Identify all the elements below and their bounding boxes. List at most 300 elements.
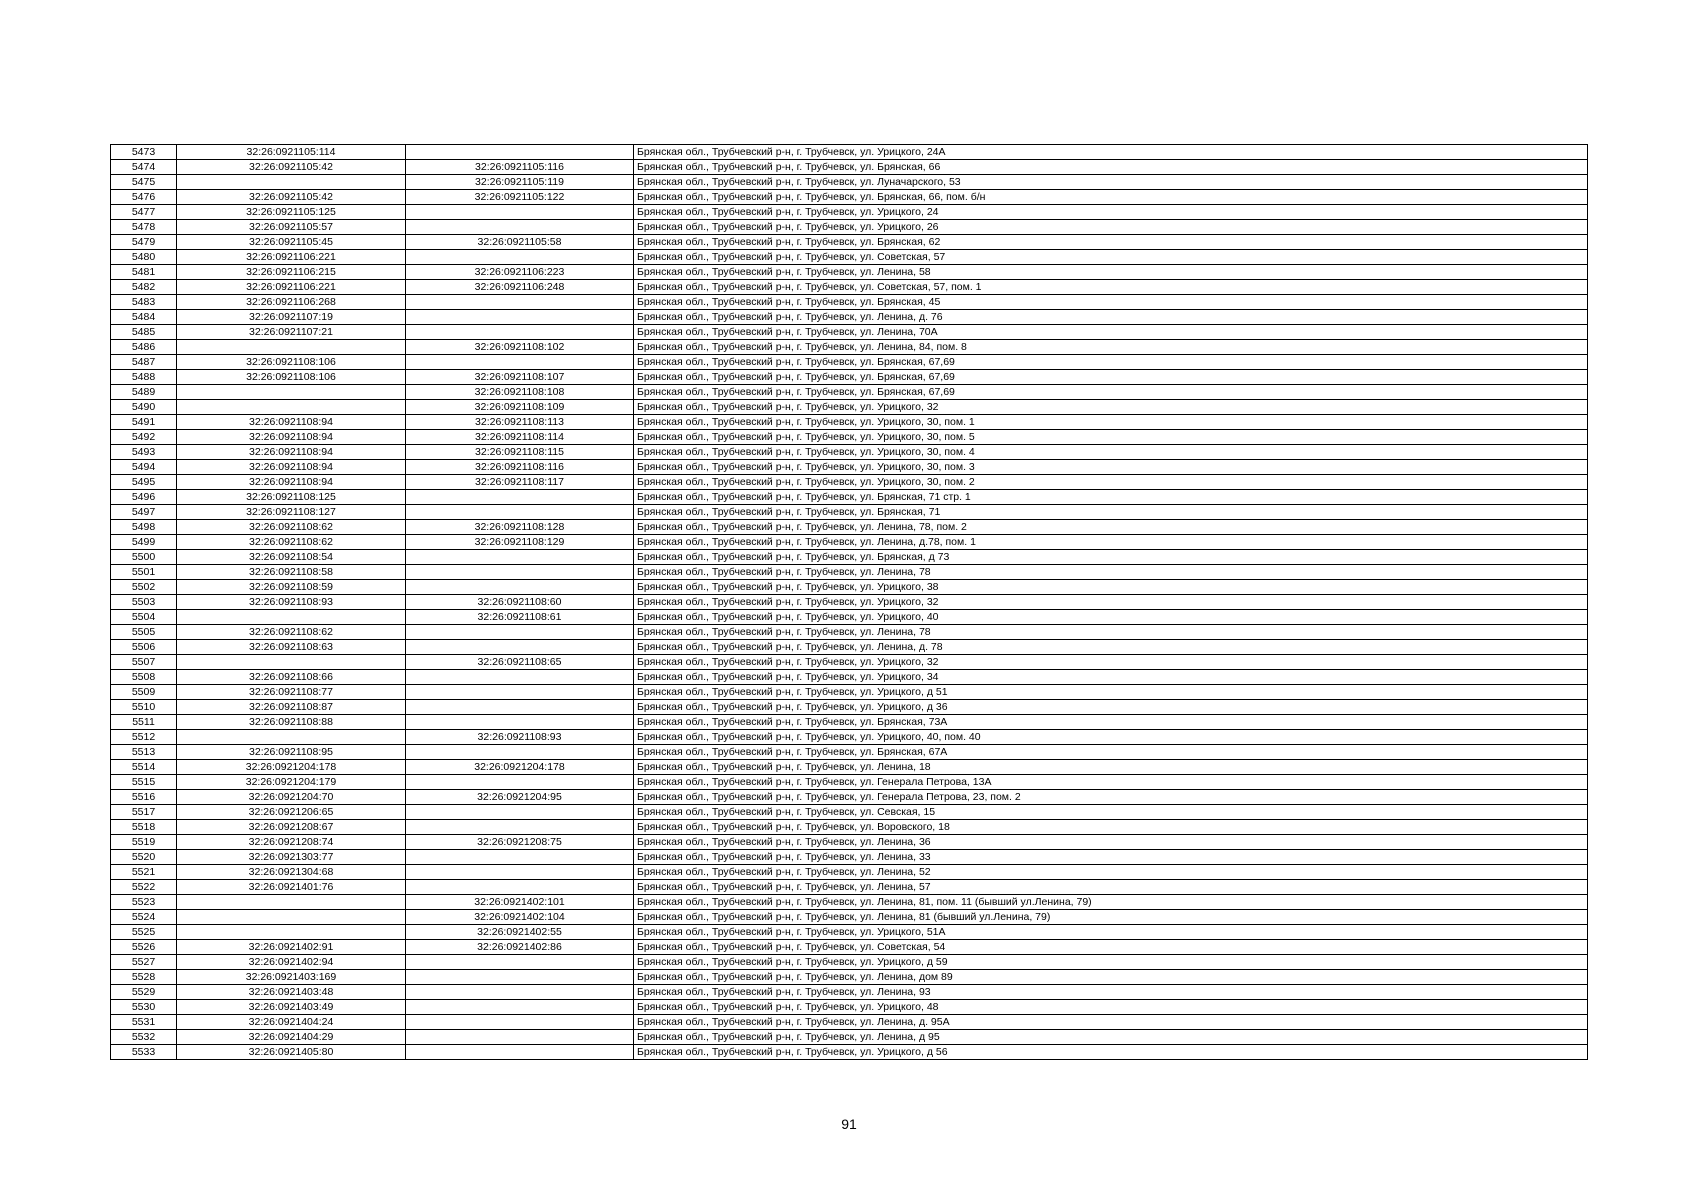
row-number-cell: 5510 — [111, 700, 177, 715]
object-cadastral-number-cell: 32:26:0921402:104 — [406, 910, 634, 925]
row-number-cell: 5491 — [111, 415, 177, 430]
object-cadastral-number-cell — [406, 820, 634, 835]
parent-cadastral-number-cell — [177, 400, 406, 415]
object-cadastral-number-cell: 32:26:0921108:65 — [406, 655, 634, 670]
parent-cadastral-number-cell: 32:26:0921403:169 — [177, 970, 406, 985]
parent-cadastral-number-cell: 32:26:0921108:127 — [177, 505, 406, 520]
parent-cadastral-number-cell: 32:26:0921108:59 — [177, 580, 406, 595]
object-cadastral-number-cell — [406, 505, 634, 520]
table-row — [111, 280, 1588, 295]
address-cell: Брянская обл., Трубчевский р-н, г. Трубчевск, ул. Ленина, 78 — [634, 565, 1588, 580]
object-cadastral-number-cell: 32:26:0921108:93 — [406, 730, 634, 745]
address-cell: Брянская обл., Трубчевский р-н, г. Трубчевск, ул. Ленина, 70А — [634, 325, 1588, 340]
object-cadastral-number-cell — [406, 1045, 634, 1060]
address-cell: Брянская обл., Трубчевский р-н, г. Трубчевск, ул. Урицкого, д 59 — [634, 955, 1588, 970]
parent-cadastral-number-cell: 32:26:0921107:19 — [177, 310, 406, 325]
parent-cadastral-number-cell: 32:26:0921105:114 — [177, 145, 406, 160]
table-row — [111, 220, 1588, 235]
object-cadastral-number-cell: 32:26:0921402:55 — [406, 925, 634, 940]
object-cadastral-number-cell — [406, 1030, 634, 1045]
row-number-cell: 5489 — [111, 385, 177, 400]
address-cell: Брянская обл., Трубчевский р-н, г. Трубчевск, ул. Ленина, д. 76 — [634, 310, 1588, 325]
object-cadastral-number-cell — [406, 565, 634, 580]
parent-cadastral-number-cell: 32:26:0921106:221 — [177, 250, 406, 265]
object-cadastral-number-cell — [406, 220, 634, 235]
parent-cadastral-number-cell: 32:26:0921106:215 — [177, 265, 406, 280]
object-cadastral-number-cell — [406, 955, 634, 970]
parent-cadastral-number-cell: 32:26:0921108:94 — [177, 430, 406, 445]
address-cell: Брянская обл., Трубчевский р-н, г. Трубчевск, ул. Севская, 15 — [634, 805, 1588, 820]
object-cadastral-number-cell — [406, 325, 634, 340]
address-cell: Брянская обл., Трубчевский р-н, г. Трубчевск, ул. Урицкого, 30, пом. 2 — [634, 475, 1588, 490]
table-row — [111, 805, 1588, 820]
object-cadastral-number-cell — [406, 865, 634, 880]
parent-cadastral-number-cell: 32:26:0921108:62 — [177, 535, 406, 550]
table-row — [111, 760, 1588, 775]
parent-cadastral-number-cell: 32:26:0921208:74 — [177, 835, 406, 850]
object-cadastral-number-cell: 32:26:0921108:113 — [406, 415, 634, 430]
object-cadastral-number-cell: 32:26:0921402:86 — [406, 940, 634, 955]
row-number-cell: 5522 — [111, 880, 177, 895]
address-cell: Брянская обл., Трубчевский р-н, г. Трубчевск, ул. Ленина, 36 — [634, 835, 1588, 850]
table-row — [111, 580, 1588, 595]
address-cell: Брянская обл., Трубчевский р-н, г. Трубчевск, ул. Урицкого, 38 — [634, 580, 1588, 595]
parent-cadastral-number-cell: 32:26:0921105:45 — [177, 235, 406, 250]
row-number-cell: 5480 — [111, 250, 177, 265]
object-cadastral-number-cell: 32:26:0921105:58 — [406, 235, 634, 250]
address-cell: Брянская обл., Трубчевский р-н, г. Трубчевск, ул. Ленина, д. 78 — [634, 640, 1588, 655]
table-row — [111, 565, 1588, 580]
parent-cadastral-number-cell: 32:26:0921204:178 — [177, 760, 406, 775]
parent-cadastral-number-cell: 32:26:0921401:76 — [177, 880, 406, 895]
table-row — [111, 340, 1588, 355]
address-cell: Брянская обл., Трубчевский р-н, г. Трубчевск, ул. Урицкого, 51А — [634, 925, 1588, 940]
object-cadastral-number-cell — [406, 700, 634, 715]
table-row — [111, 250, 1588, 265]
object-cadastral-number-cell — [406, 145, 634, 160]
row-number-cell: 5507 — [111, 655, 177, 670]
parent-cadastral-number-cell: 32:26:0921108:77 — [177, 685, 406, 700]
parent-cadastral-number-cell: 32:26:0921106:221 — [177, 280, 406, 295]
address-cell: Брянская обл., Трубчевский р-н, г. Трубчевск, ул. Брянская, 71 стр. 1 — [634, 490, 1588, 505]
row-number-cell: 5530 — [111, 1000, 177, 1015]
row-number-cell: 5512 — [111, 730, 177, 745]
table-row — [111, 1000, 1588, 1015]
parent-cadastral-number-cell: 32:26:0921108:66 — [177, 670, 406, 685]
table-row — [111, 370, 1588, 385]
address-cell: Брянская обл., Трубчевский р-н, г. Трубчевск, ул. Брянская, 67,69 — [634, 370, 1588, 385]
address-cell: Брянская обл., Трубчевский р-н, г. Трубчевск, ул. Урицкого, д 51 — [634, 685, 1588, 700]
address-cell: Брянская обл., Трубчевский р-н, г. Трубчевск, ул. Ленина, 18 — [634, 760, 1588, 775]
parent-cadastral-number-cell — [177, 610, 406, 625]
row-number-cell: 5525 — [111, 925, 177, 940]
row-number-cell: 5521 — [111, 865, 177, 880]
row-number-cell: 5516 — [111, 790, 177, 805]
parent-cadastral-number-cell: 32:26:0921403:48 — [177, 985, 406, 1000]
address-cell: Брянская обл., Трубчевский р-н, г. Трубчевск, ул. Урицкого, 32 — [634, 595, 1588, 610]
object-cadastral-number-cell — [406, 580, 634, 595]
row-number-cell: 5493 — [111, 445, 177, 460]
row-number-cell: 5488 — [111, 370, 177, 385]
table-row — [111, 1045, 1588, 1060]
object-cadastral-number-cell — [406, 775, 634, 790]
address-cell: Брянская обл., Трубчевский р-н, г. Трубчевск, ул. Брянская, 71 — [634, 505, 1588, 520]
address-cell: Брянская обл., Трубчевский р-н, г. Трубчевск, ул. Ленина, 78 — [634, 625, 1588, 640]
table-row — [111, 700, 1588, 715]
parent-cadastral-number-cell: 32:26:0921204:179 — [177, 775, 406, 790]
parent-cadastral-number-cell — [177, 730, 406, 745]
table-row — [111, 790, 1588, 805]
parent-cadastral-number-cell: 32:26:0921405:80 — [177, 1045, 406, 1060]
address-cell: Брянская обл., Трубчевский р-н, г. Трубчевск, ул. Брянская, 67,69 — [634, 385, 1588, 400]
parent-cadastral-number-cell: 32:26:0921108:62 — [177, 520, 406, 535]
parent-cadastral-number-cell: 32:26:0921304:68 — [177, 865, 406, 880]
address-cell: Брянская обл., Трубчевский р-н, г. Трубчевск, ул. Урицкого, 30, пом. 3 — [634, 460, 1588, 475]
object-cadastral-number-cell — [406, 1015, 634, 1030]
table-row — [111, 430, 1588, 445]
object-cadastral-number-cell: 32:26:0921105:122 — [406, 190, 634, 205]
object-cadastral-number-cell: 32:26:0921204:178 — [406, 760, 634, 775]
row-number-cell: 5477 — [111, 205, 177, 220]
object-cadastral-number-cell: 32:26:0921204:95 — [406, 790, 634, 805]
row-number-cell: 5517 — [111, 805, 177, 820]
table-row — [111, 145, 1588, 160]
table-row — [111, 520, 1588, 535]
object-cadastral-number-cell — [406, 880, 634, 895]
address-cell: Брянская обл., Трубчевский р-н, г. Трубчевск, ул. Генерала Петрова, 13А — [634, 775, 1588, 790]
object-cadastral-number-cell: 32:26:0921108:60 — [406, 595, 634, 610]
table-row — [111, 190, 1588, 205]
table-row — [111, 325, 1588, 340]
table-row — [111, 310, 1588, 325]
object-cadastral-number-cell: 32:26:0921108:117 — [406, 475, 634, 490]
row-number-cell: 5508 — [111, 670, 177, 685]
table-row — [111, 730, 1588, 745]
address-cell: Брянская обл., Трубчевский р-н, г. Трубчевск, ул. Урицкого, 30, пом. 4 — [634, 445, 1588, 460]
page-number: 91 — [841, 1116, 857, 1132]
table-row — [111, 940, 1588, 955]
table-row — [111, 745, 1588, 760]
parent-cadastral-number-cell: 32:26:0921206:65 — [177, 805, 406, 820]
address-cell: Брянская обл., Трубчевский р-н, г. Трубчевск, ул. Урицкого, 30, пом. 1 — [634, 415, 1588, 430]
row-number-cell: 5518 — [111, 820, 177, 835]
object-cadastral-number-cell — [406, 550, 634, 565]
table-row — [111, 415, 1588, 430]
address-cell: Брянская обл., Трубчевский р-н, г. Трубчевск, ул. Ленина, 58 — [634, 265, 1588, 280]
parent-cadastral-number-cell: 32:26:0921208:67 — [177, 820, 406, 835]
address-cell: Брянская обл., Трубчевский р-н, г. Трубчевск, ул. Урицкого, 32 — [634, 655, 1588, 670]
object-cadastral-number-cell: 32:26:0921108:128 — [406, 520, 634, 535]
table-row — [111, 175, 1588, 190]
address-cell: Брянская обл., Трубчевский р-н, г. Трубчевск, ул. Урицкого, 40 — [634, 610, 1588, 625]
address-cell: Брянская обл., Трубчевский р-н, г. Трубчевск, ул. Советская, 54 — [634, 940, 1588, 955]
table-row — [111, 505, 1588, 520]
row-number-cell: 5483 — [111, 295, 177, 310]
address-cell: Брянская обл., Трубчевский р-н, г. Трубчевск, ул. Ленина, 33 — [634, 850, 1588, 865]
table-row — [111, 685, 1588, 700]
parent-cadastral-number-cell: 32:26:0921108:63 — [177, 640, 406, 655]
table-row — [111, 550, 1588, 565]
address-cell: Брянская обл., Трубчевский р-н, г. Трубчевск, ул. Брянская, д 73 — [634, 550, 1588, 565]
row-number-cell: 5495 — [111, 475, 177, 490]
table-row — [111, 910, 1588, 925]
object-cadastral-number-cell: 32:26:0921106:223 — [406, 265, 634, 280]
row-number-cell: 5519 — [111, 835, 177, 850]
address-cell: Брянская обл., Трубчевский р-н, г. Трубчевск, ул. Ленина, 93 — [634, 985, 1588, 1000]
object-cadastral-number-cell — [406, 250, 634, 265]
object-cadastral-number-cell: 32:26:0921105:116 — [406, 160, 634, 175]
object-cadastral-number-cell: 32:26:0921108:109 — [406, 400, 634, 415]
row-number-cell: 5513 — [111, 745, 177, 760]
object-cadastral-number-cell: 32:26:0921108:108 — [406, 385, 634, 400]
object-cadastral-number-cell — [406, 805, 634, 820]
table-row — [111, 235, 1588, 250]
parent-cadastral-number-cell: 32:26:0921108:94 — [177, 415, 406, 430]
row-number-cell: 5523 — [111, 895, 177, 910]
object-cadastral-number-cell — [406, 640, 634, 655]
table-row — [111, 970, 1588, 985]
row-number-cell: 5503 — [111, 595, 177, 610]
address-cell: Брянская обл., Трубчевский р-н, г. Трубчевск, ул. Брянская, 66 — [634, 160, 1588, 175]
object-cadastral-number-cell: 32:26:0921108:116 — [406, 460, 634, 475]
address-cell: Брянская обл., Трубчевский р-н, г. Трубчевск, ул. Урицкого, д 56 — [634, 1045, 1588, 1060]
address-cell: Брянская обл., Трубчевский р-н, г. Трубчевск, ул. Урицкого, 40, пом. 40 — [634, 730, 1588, 745]
object-cadastral-number-cell — [406, 985, 634, 1000]
address-cell: Брянская обл., Трубчевский р-н, г. Трубчевск, ул. Урицкого, 48 — [634, 1000, 1588, 1015]
address-cell: Брянская обл., Трубчевский р-н, г. Трубчевск, ул. Советская, 57 — [634, 250, 1588, 265]
row-number-cell: 5485 — [111, 325, 177, 340]
table-row — [111, 400, 1588, 415]
parent-cadastral-number-cell: 32:26:0921403:49 — [177, 1000, 406, 1015]
object-cadastral-number-cell — [406, 670, 634, 685]
row-number-cell: 5533 — [111, 1045, 177, 1060]
object-cadastral-number-cell — [406, 745, 634, 760]
parent-cadastral-number-cell: 32:26:0921108:106 — [177, 370, 406, 385]
row-number-cell: 5497 — [111, 505, 177, 520]
row-number-cell: 5498 — [111, 520, 177, 535]
parent-cadastral-number-cell: 32:26:0921105:42 — [177, 190, 406, 205]
row-number-cell: 5473 — [111, 145, 177, 160]
table-row — [111, 895, 1588, 910]
parent-cadastral-number-cell: 32:26:0921107:21 — [177, 325, 406, 340]
table-row — [111, 925, 1588, 940]
table-row — [111, 295, 1588, 310]
address-cell: Брянская обл., Трубчевский р-н, г. Трубчевск, ул. Брянская, 67А — [634, 745, 1588, 760]
table-row — [111, 640, 1588, 655]
address-cell: Брянская обл., Трубчевский р-н, г. Трубчевск, ул. Ленина, 81 (бывший ул.Ленина, 79) — [634, 910, 1588, 925]
parent-cadastral-number-cell: 32:26:0921108:88 — [177, 715, 406, 730]
object-cadastral-number-cell — [406, 355, 634, 370]
parent-cadastral-number-cell — [177, 925, 406, 940]
parent-cadastral-number-cell: 32:26:0921108:58 — [177, 565, 406, 580]
parent-cadastral-number-cell: 32:26:0921402:91 — [177, 940, 406, 955]
object-cadastral-number-cell: 32:26:0921108:129 — [406, 535, 634, 550]
parent-cadastral-number-cell: 32:26:0921303:77 — [177, 850, 406, 865]
parent-cadastral-number-cell: 32:26:0921106:268 — [177, 295, 406, 310]
parent-cadastral-number-cell: 32:26:0921108:87 — [177, 700, 406, 715]
row-number-cell: 5476 — [111, 190, 177, 205]
object-cadastral-number-cell: 32:26:0921108:107 — [406, 370, 634, 385]
table-row — [111, 955, 1588, 970]
address-cell: Брянская обл., Трубчевский р-н, г. Трубчевск, ул. Луначарского, 53 — [634, 175, 1588, 190]
table-row — [111, 355, 1588, 370]
object-cadastral-number-cell: 32:26:0921108:61 — [406, 610, 634, 625]
row-number-cell: 5494 — [111, 460, 177, 475]
row-number-cell: 5490 — [111, 400, 177, 415]
parent-cadastral-number-cell: 32:26:0921108:94 — [177, 445, 406, 460]
table-row — [111, 595, 1588, 610]
object-cadastral-number-cell — [406, 295, 634, 310]
cadastral-table-body — [111, 145, 1588, 1060]
row-number-cell: 5515 — [111, 775, 177, 790]
parent-cadastral-number-cell — [177, 340, 406, 355]
address-cell: Брянская обл., Трубчевский р-н, г. Трубчевск, ул. Ленина, д 95 — [634, 1030, 1588, 1045]
row-number-cell: 5492 — [111, 430, 177, 445]
parent-cadastral-number-cell: 32:26:0921108:54 — [177, 550, 406, 565]
table-row — [111, 715, 1588, 730]
object-cadastral-number-cell — [406, 850, 634, 865]
parent-cadastral-number-cell — [177, 910, 406, 925]
cadastral-table — [110, 144, 1588, 1060]
table-row — [111, 475, 1588, 490]
row-number-cell: 5484 — [111, 310, 177, 325]
row-number-cell: 5511 — [111, 715, 177, 730]
address-cell: Брянская обл., Трубчевский р-н, г. Трубчевск, ул. Урицкого, 26 — [634, 220, 1588, 235]
object-cadastral-number-cell — [406, 715, 634, 730]
address-cell: Брянская обл., Трубчевский р-н, г. Трубчевск, ул. Советская, 57, пом. 1 — [634, 280, 1588, 295]
table-row — [111, 1030, 1588, 1045]
address-cell: Брянская обл., Трубчевский р-н, г. Трубчевск, ул. Брянская, 66, пом. б/н — [634, 190, 1588, 205]
parent-cadastral-number-cell — [177, 175, 406, 190]
object-cadastral-number-cell: 32:26:0921105:119 — [406, 175, 634, 190]
address-cell: Брянская обл., Трубчевский р-н, г. Трубчевск, ул. Ленина, 84, пом. 8 — [634, 340, 1588, 355]
table-row — [111, 535, 1588, 550]
row-number-cell: 5526 — [111, 940, 177, 955]
row-number-cell: 5478 — [111, 220, 177, 235]
row-number-cell: 5529 — [111, 985, 177, 1000]
parent-cadastral-number-cell: 32:26:0921204:70 — [177, 790, 406, 805]
parent-cadastral-number-cell: 32:26:0921105:42 — [177, 160, 406, 175]
table-row — [111, 445, 1588, 460]
row-number-cell: 5504 — [111, 610, 177, 625]
address-cell: Брянская обл., Трубчевский р-н, г. Трубчевск, ул. Ленина, д.78, пом. 1 — [634, 535, 1588, 550]
table-row — [111, 835, 1588, 850]
object-cadastral-number-cell — [406, 685, 634, 700]
object-cadastral-number-cell: 32:26:0921208:75 — [406, 835, 634, 850]
address-cell: Брянская обл., Трубчевский р-н, г. Трубчевск, ул. Ленина, 57 — [634, 880, 1588, 895]
address-cell: Брянская обл., Трубчевский р-н, г. Трубчевск, ул. Брянская, 67,69 — [634, 355, 1588, 370]
table-row — [111, 775, 1588, 790]
row-number-cell: 5482 — [111, 280, 177, 295]
row-number-cell: 5499 — [111, 535, 177, 550]
table-row — [111, 850, 1588, 865]
parent-cadastral-number-cell: 32:26:0921404:24 — [177, 1015, 406, 1030]
object-cadastral-number-cell — [406, 490, 634, 505]
parent-cadastral-number-cell: 32:26:0921404:29 — [177, 1030, 406, 1045]
object-cadastral-number-cell: 32:26:0921108:115 — [406, 445, 634, 460]
address-cell: Брянская обл., Трубчевский р-н, г. Трубчевск, ул. Воровского, 18 — [634, 820, 1588, 835]
parent-cadastral-number-cell: 32:26:0921105:125 — [177, 205, 406, 220]
parent-cadastral-number-cell: 32:26:0921108:93 — [177, 595, 406, 610]
parent-cadastral-number-cell: 32:26:0921108:106 — [177, 355, 406, 370]
row-number-cell: 5520 — [111, 850, 177, 865]
address-cell: Брянская обл., Трубчевский р-н, г. Трубчевск, ул. Брянская, 62 — [634, 235, 1588, 250]
row-number-cell: 5505 — [111, 625, 177, 640]
object-cadastral-number-cell: 32:26:0921106:248 — [406, 280, 634, 295]
address-cell: Брянская обл., Трубчевский р-н, г. Трубчевск, ул. Ленина, дом 89 — [634, 970, 1588, 985]
table-row — [111, 160, 1588, 175]
parent-cadastral-number-cell: 32:26:0921108:95 — [177, 745, 406, 760]
parent-cadastral-number-cell: 32:26:0921108:62 — [177, 625, 406, 640]
object-cadastral-number-cell: 32:26:0921402:101 — [406, 895, 634, 910]
object-cadastral-number-cell — [406, 205, 634, 220]
address-cell: Брянская обл., Трубчевский р-н, г. Трубчевск, ул. Урицкого, 32 — [634, 400, 1588, 415]
row-number-cell: 5501 — [111, 565, 177, 580]
row-number-cell: 5506 — [111, 640, 177, 655]
row-number-cell: 5531 — [111, 1015, 177, 1030]
address-cell: Брянская обл., Трубчевский р-н, г. Трубчевск, ул. Ленина, д. 95А — [634, 1015, 1588, 1030]
row-number-cell: 5481 — [111, 265, 177, 280]
row-number-cell: 5527 — [111, 955, 177, 970]
table-row — [111, 880, 1588, 895]
table-row — [111, 670, 1588, 685]
address-cell: Брянская обл., Трубчевский р-н, г. Трубчевск, ул. Ленина, 52 — [634, 865, 1588, 880]
address-cell: Брянская обл., Трубчевский р-н, г. Трубчевск, ул. Урицкого, 24 — [634, 205, 1588, 220]
table-row — [111, 865, 1588, 880]
address-cell: Брянская обл., Трубчевский р-н, г. Трубчевск, ул. Ленина, 81, пом. 11 (бывший ул.Ленина, 79) — [634, 895, 1588, 910]
table-row — [111, 985, 1588, 1000]
row-number-cell: 5496 — [111, 490, 177, 505]
row-number-cell: 5486 — [111, 340, 177, 355]
table-row — [111, 490, 1588, 505]
parent-cadastral-number-cell — [177, 895, 406, 910]
parent-cadastral-number-cell — [177, 385, 406, 400]
parent-cadastral-number-cell — [177, 655, 406, 670]
row-number-cell: 5514 — [111, 760, 177, 775]
table-row — [111, 205, 1588, 220]
parent-cadastral-number-cell: 32:26:0921108:94 — [177, 475, 406, 490]
parent-cadastral-number-cell: 32:26:0921108:125 — [177, 490, 406, 505]
row-number-cell: 5532 — [111, 1030, 177, 1045]
table-row — [111, 265, 1588, 280]
object-cadastral-number-cell — [406, 625, 634, 640]
row-number-cell: 5528 — [111, 970, 177, 985]
row-number-cell: 5475 — [111, 175, 177, 190]
table-row — [111, 1015, 1588, 1030]
address-cell: Брянская обл., Трубчевский р-н, г. Трубчевск, ул. Брянская, 45 — [634, 295, 1588, 310]
row-number-cell: 5479 — [111, 235, 177, 250]
row-number-cell: 5474 — [111, 160, 177, 175]
object-cadastral-number-cell — [406, 310, 634, 325]
parent-cadastral-number-cell: 32:26:0921402:94 — [177, 955, 406, 970]
table-row — [111, 385, 1588, 400]
table-row — [111, 655, 1588, 670]
row-number-cell: 5509 — [111, 685, 177, 700]
parent-cadastral-number-cell: 32:26:0921108:94 — [177, 460, 406, 475]
address-cell: Брянская обл., Трубчевский р-н, г. Трубчевск, ул. Брянская, 73А — [634, 715, 1588, 730]
object-cadastral-number-cell: 32:26:0921108:114 — [406, 430, 634, 445]
row-number-cell: 5524 — [111, 910, 177, 925]
table-row — [111, 460, 1588, 475]
address-cell: Брянская обл., Трубчевский р-н, г. Трубчевск, ул. Урицкого, д 36 — [634, 700, 1588, 715]
parent-cadastral-number-cell: 32:26:0921105:57 — [177, 220, 406, 235]
row-number-cell: 5487 — [111, 355, 177, 370]
address-cell: Брянская обл., Трубчевский р-н, г. Трубчевск, ул. Генерала Петрова, 23, пом. 2 — [634, 790, 1588, 805]
address-cell: Брянская обл., Трубчевский р-н, г. Трубчевск, ул. Урицкого, 30, пом. 5 — [634, 430, 1588, 445]
table-row — [111, 625, 1588, 640]
row-number-cell: 5500 — [111, 550, 177, 565]
address-cell: Брянская обл., Трубчевский р-н, г. Трубчевск, ул. Урицкого, 24А — [634, 145, 1588, 160]
